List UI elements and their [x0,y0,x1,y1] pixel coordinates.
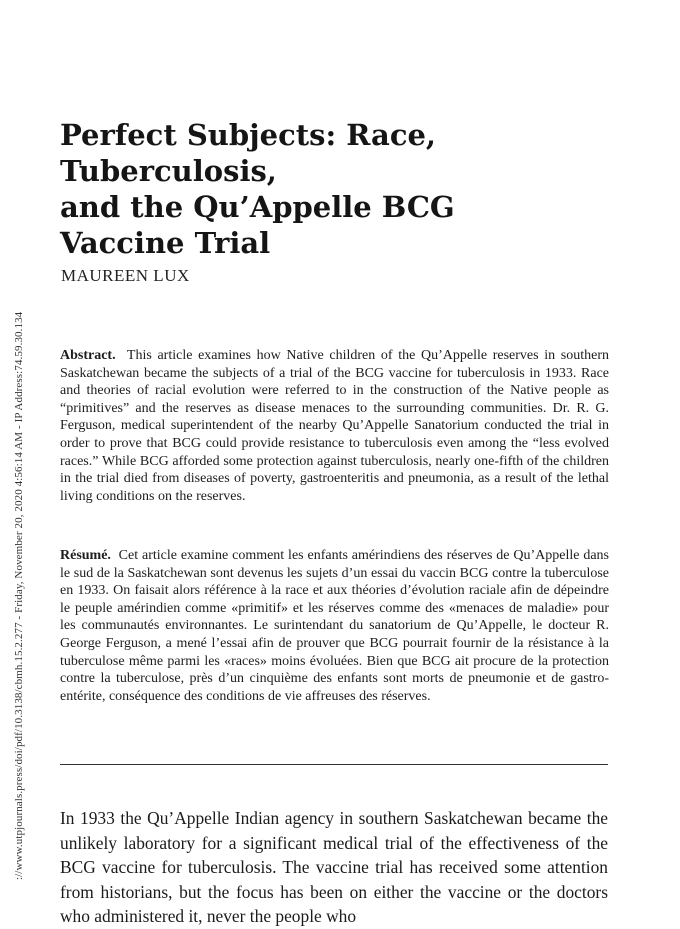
download-stamp: ://www.utpjournals.press/doi/pdf/10.3138/cbmh.15.2.277 - Friday, November 20, 2020 4:56:14 AM - IP Address:74.59.30.134 [13,311,25,880]
author-name: MAUREEN LUX [61,266,190,285]
resume-label: Résumé. [60,548,111,563]
body-paragraph: In 1933 the Qu’Appelle Indian agency in southern Saskatchewan became the unlikely laboratory for a significant medical trial of the effectiveness of the BCG vaccine for tuberculosis. The vaccine trial has received some attention from historians, but the focus has been on either the vaccine or the doctors who administered it, never the people who [60,808,608,926]
title-line: Perfect Subjects: Race, Tuberculosis, [60,118,437,188]
abstract-english [60,347,609,505]
abstract-text: This article examines how Native children of the Qu’Appelle reserves in southern Saskatchewan became the subjects of a trial of the BCG vaccine for tuberculosis in 1933. Race and theories of racial evolution were referred to in the construction of the Native people as “primitives” and the reserves as disease menaces to the surrounding communities. Dr. R. G. Ferguson, medical superintendent of the nearby Qu’Appelle Sanatorium conducted the trial in order to prove that BCG could provide resistance to tuberculosis even among the “less evolved races.” While BCG afforded some protection against tuberculosis, nearly one-fifth of the children in the trial died from diseases of poverty, gastroenteritis and pneumonia, as a result of the lethal living conditions on the reserves. [60,348,609,504]
section-divider [60,764,608,765]
abstract-label: Abstract. [60,348,116,363]
title-line: and the Qu’Appelle BCG [60,190,455,224]
article-title [60,117,650,261]
title-line: Vaccine Trial [60,226,271,260]
resume-text: Cet article examine comment les enfants amérindiens des réserves de Qu’Appelle dans le sud de la Saskatchewan sont devenus les sujets d’un essai du vaccin BCG contre la tuberculose en 1933. On faisait alors référence à la race et aux théories d’évolution raciale afin de dépeindre le peuple amérindien comme «primitif» et les réserves comme des «menaces de maladie» pour les communautés environnantes. Le surintendant du sanatorium de Qu’Appelle, le docteur R. George Ferguson, a mené l’essai afin de prouver que BCG pourrait fournir de la résistance à la tuberculose même parmi les «races» moins évoluées. Bien que BCG ait procure de la protection contre la tuberculose, près d’un cinquième des enfants sont morts de pneumonie et de gastro-entérite, conséquence des conditions de vie affreuses des réserves. [60,548,610,704]
abstract-french [60,547,609,705]
